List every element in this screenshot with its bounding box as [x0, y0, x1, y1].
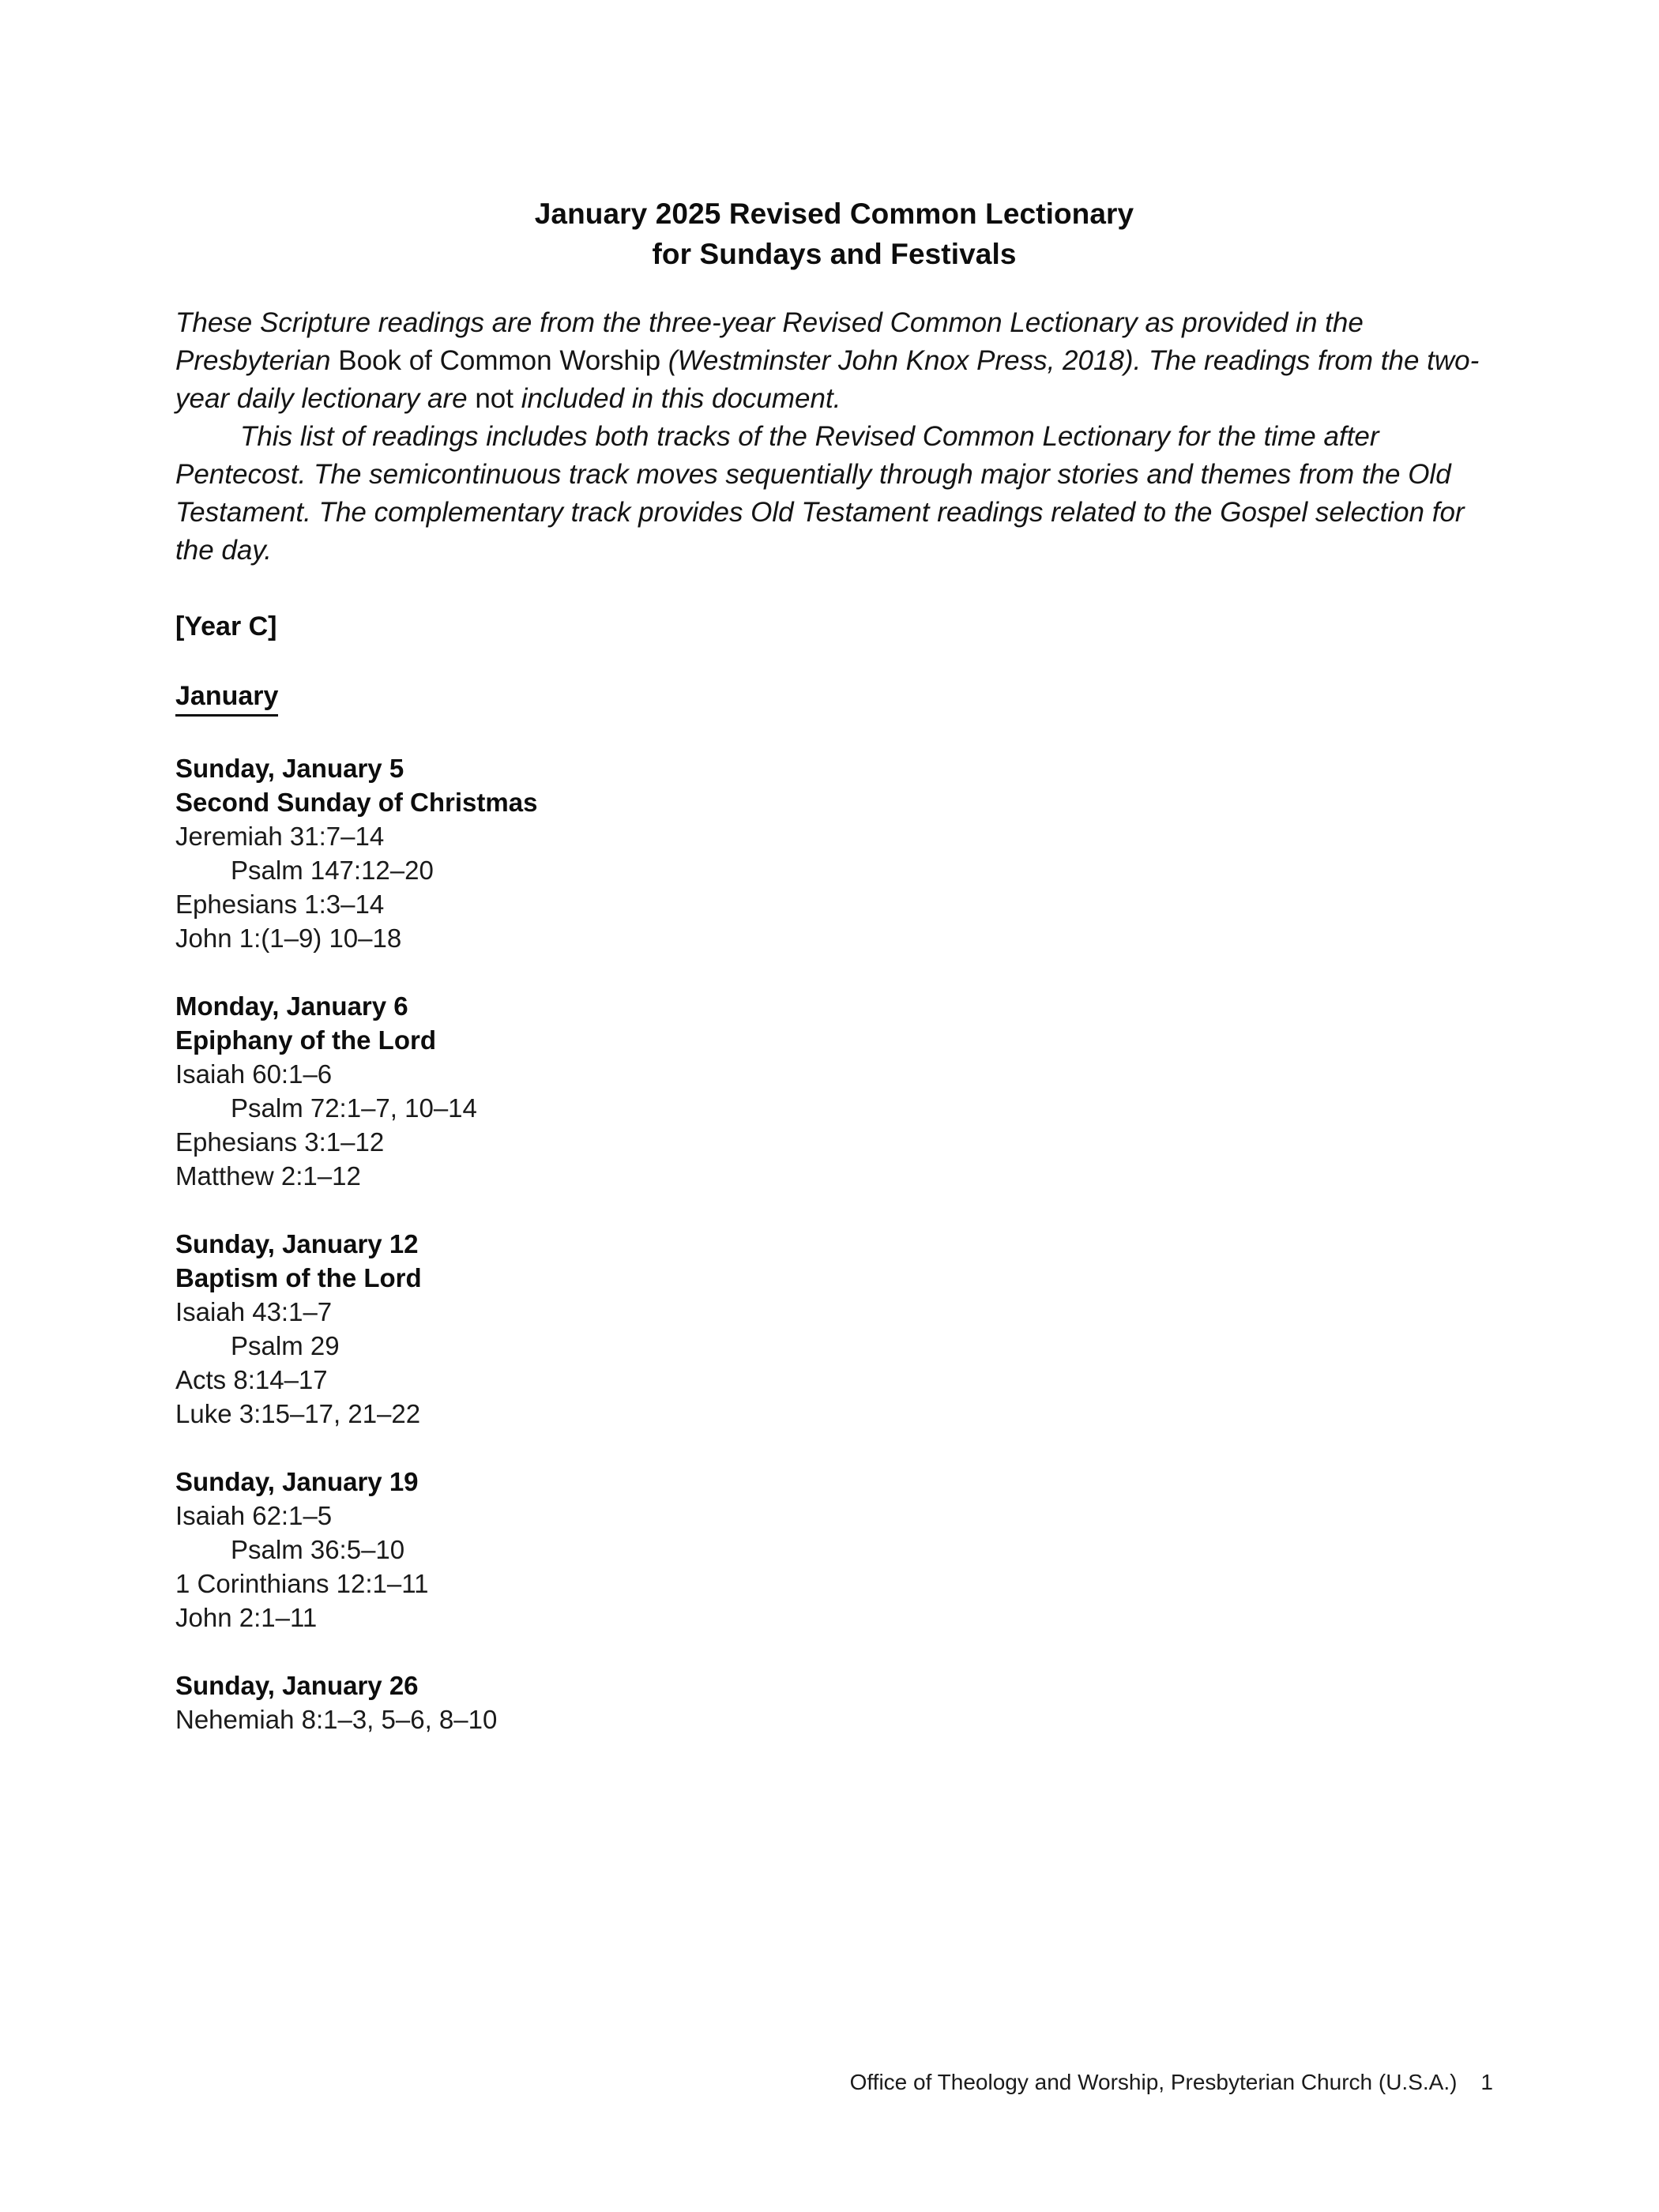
entry-psalm-reading: Psalm 36:5–10 [231, 1535, 405, 1564]
entry-scripture-reading: Ephesians 1:3–14 [175, 890, 385, 919]
entry-scripture-reading: John 1:(1–9) 10–18 [175, 924, 402, 953]
entry-scripture-reading: Acts 8:14–17 [175, 1365, 328, 1394]
intro-paragraph-1 [175, 304, 1493, 418]
entry-scripture-reading: Nehemiah 8:1–3, 5–6, 8–10 [175, 1705, 498, 1734]
document-content [175, 194, 1493, 1736]
month-heading-wrap [175, 644, 1493, 717]
entry-psalm-reading: Psalm 29 [231, 1331, 340, 1360]
entry-scripture-reading: Isaiah 60:1–6 [175, 1059, 333, 1089]
entry-festival-name: Second Sunday of Christmas [175, 788, 538, 817]
entry-festival-name: Baptism of the Lord [175, 1263, 422, 1292]
intro-p1-part3: included in this document. [514, 383, 841, 414]
entry-date: Monday, January 6 [175, 991, 408, 1021]
entry-scripture-reading: Isaiah 43:1–7 [175, 1297, 333, 1326]
page-title [175, 194, 1493, 274]
entry-scripture-reading: 1 Corinthians 12:1–11 [175, 1569, 429, 1598]
title-line-1: January 2025 Revised Common Lectionary [534, 198, 1134, 230]
entry-scripture-reading: Luke 3:15–17, 21–22 [175, 1399, 421, 1428]
intro-p1-part2: (Westminster John Knox Press, 2018). The readings from the two-year daily lectionary are [175, 345, 1480, 414]
lectionary-entry [175, 989, 1493, 1193]
entry-date: Sunday, January 5 [175, 754, 404, 783]
entry-date: Sunday, January 19 [175, 1467, 419, 1496]
lectionary-entry [175, 1465, 1493, 1635]
entry-scripture-reading: John 2:1–11 [175, 1603, 318, 1632]
intro-p1-book-title: Book of Common Worship [338, 345, 661, 376]
footer-text: Office of Theology and Worship, Presbyterian Church (U.S.A.) [849, 2070, 1458, 2094]
intro-p1-emphasis-not: not [475, 383, 514, 414]
page-footer [175, 2067, 1493, 2097]
entry-scripture-reading: Matthew 2:1–12 [175, 1161, 361, 1191]
lectionary-entry [175, 1668, 1493, 1736]
lectionary-entries-list [175, 751, 1493, 1736]
entry-date: Sunday, January 12 [175, 1229, 419, 1258]
page-number: 1 [1480, 2070, 1493, 2094]
entry-festival-name: Epiphany of the Lord [175, 1025, 436, 1055]
intro-block [175, 304, 1493, 570]
entry-scripture-reading: Ephesians 3:1–12 [175, 1127, 385, 1157]
lectionary-entry [175, 751, 1493, 955]
title-line-2: for Sundays and Festivals [652, 238, 1017, 270]
entry-date: Sunday, January 26 [175, 1671, 419, 1700]
month-heading: January [175, 679, 278, 717]
entry-psalm-reading: Psalm 72:1–7, 10–14 [231, 1093, 477, 1123]
lectionary-entry [175, 1227, 1493, 1431]
entry-scripture-reading: Jeremiah 31:7–14 [175, 822, 385, 851]
year-label: [Year C] [175, 611, 277, 641]
entry-psalm-reading: Psalm 147:12–20 [231, 856, 434, 885]
intro-p1-part1: These Scripture readings are from the three-year Revised Common Lectionary as provided in the Presbyterian [175, 307, 1364, 376]
intro-paragraph-2: This list of readings includes both tracks of the Revised Common Lectionary for the time after Pentecost. The semicontinuous track moves sequentially through major stories and themes from the Old Testament. The complementary track provides Old Testament readings related to the Gospel selection for the day. [175, 421, 1465, 566]
entry-scripture-reading: Isaiah 62:1–5 [175, 1501, 333, 1530]
